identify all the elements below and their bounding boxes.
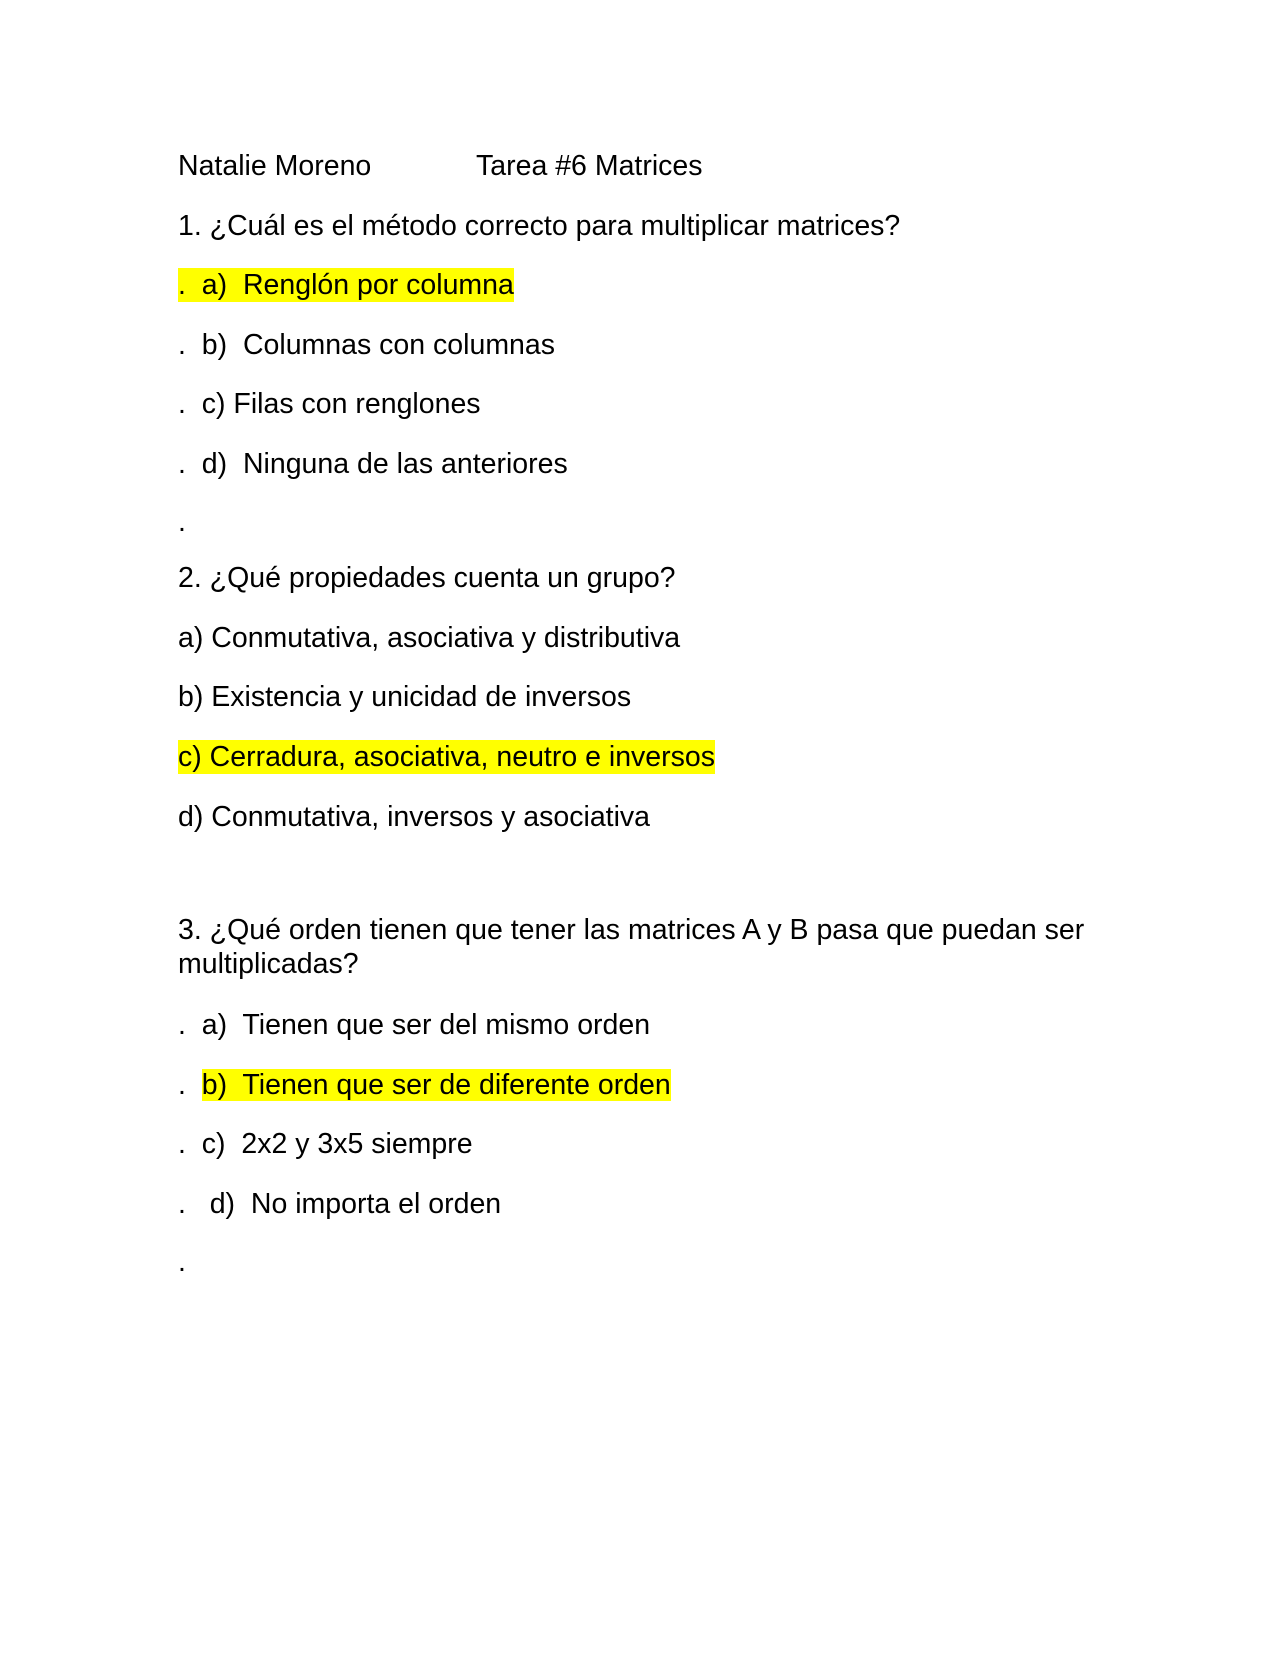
student-name: Natalie Moreno — [178, 150, 372, 182]
question-2-option-c: c) Cerradura, asociativa, neutro e inversos — [178, 741, 715, 773]
question-1-trailing-dot: . — [178, 506, 186, 538]
option-text: c) 2x2 y 3x5 siempre — [201, 1128, 473, 1160]
question-3-option-c — [178, 1127, 473, 1161]
option-bullet: . — [178, 1009, 202, 1041]
question-1-option-a — [178, 268, 514, 302]
question-3-option-a — [178, 1008, 650, 1042]
option-bullet: . — [178, 1069, 202, 1101]
option-text: a) Tienen que ser del mismo orden — [201, 1009, 651, 1041]
question-1-option-c — [178, 387, 481, 421]
question-1-option-d — [178, 447, 568, 481]
option-text: b) Tienen que ser de diferente orden — [201, 1069, 671, 1101]
question-2-option-a: a) Conmutativa, asociativa y distributiva — [178, 622, 681, 654]
question-3-option-b — [178, 1068, 671, 1102]
question-2-prompt: 2. ¿Qué propiedades cuenta un grupo? — [178, 562, 676, 594]
question-2-option-d: d) Conmutativa, inversos y asociativa — [178, 801, 651, 833]
option-bullet: . — [178, 1188, 210, 1220]
option-text: d) Ninguna de las anteriores — [201, 448, 568, 480]
option-text: b) Columnas con columnas — [201, 329, 556, 361]
option-bullet: . — [178, 269, 194, 301]
option-bullet: . — [178, 388, 202, 420]
assignment-title: Tarea #6 Matrices — [476, 150, 703, 182]
option-bullet: . — [178, 448, 202, 480]
question-3-trailing-dot: . — [178, 1246, 186, 1278]
option-text: c) Filas con renglones — [201, 388, 481, 420]
option-text: a) Renglón por columna — [193, 269, 514, 301]
question-2-option-b: b) Existencia y unicidad de inversos — [178, 681, 632, 713]
question-3-prompt: 3. ¿Qué orden tienen que tener las matrices A y B pasa que puedan ser multiplicadas? — [178, 914, 1085, 980]
option-bullet: . — [178, 329, 202, 361]
option-bullet: . — [178, 1128, 202, 1160]
question-3-option-d — [178, 1187, 501, 1221]
question-1-option-b — [178, 328, 555, 362]
question-1-prompt: 1. ¿Cuál es el método correcto para multiplicar matrices? — [178, 210, 901, 242]
option-text: d) No importa el orden — [209, 1188, 502, 1220]
